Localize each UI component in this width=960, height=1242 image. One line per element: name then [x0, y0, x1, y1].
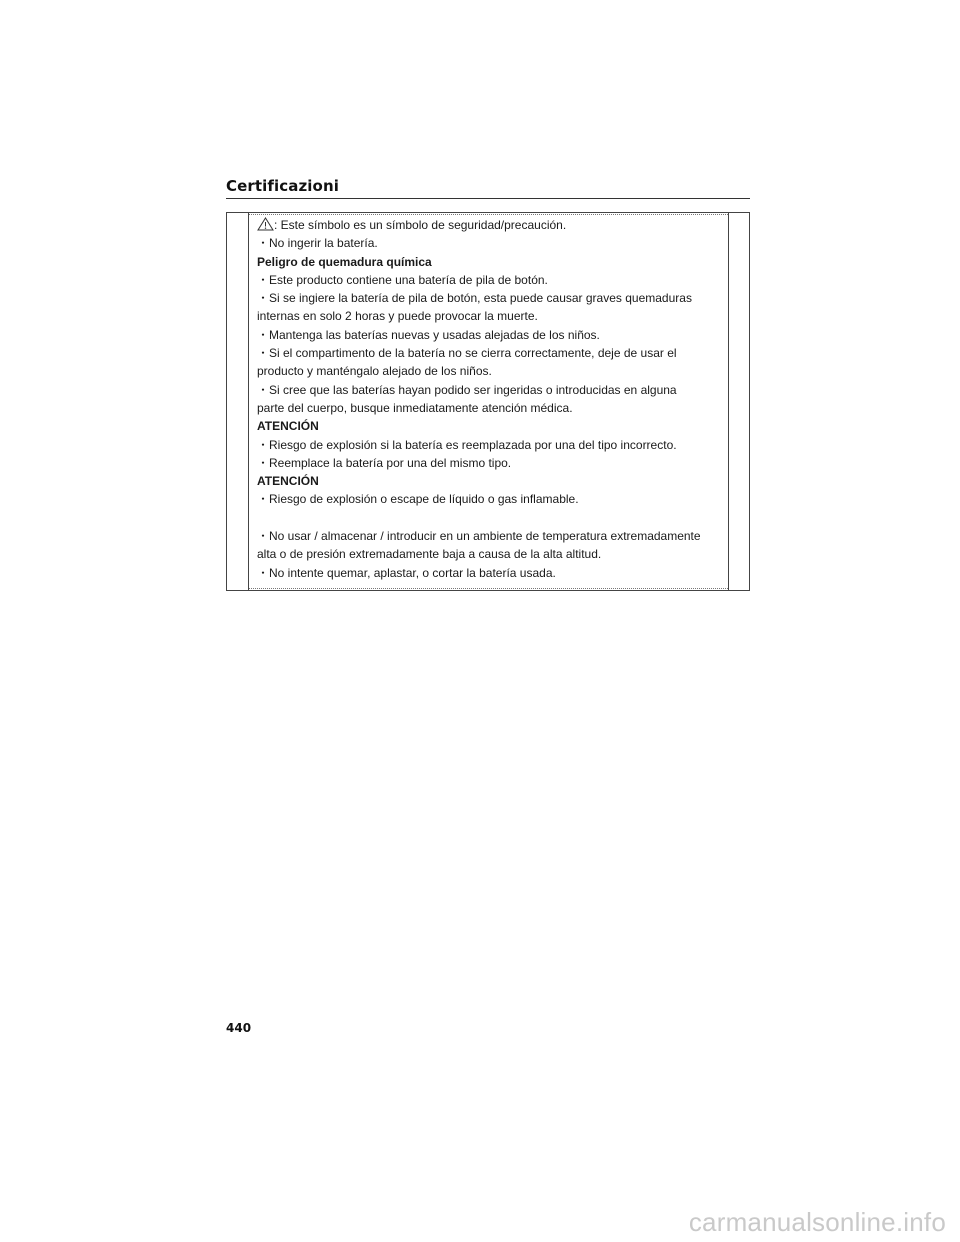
text-line: internas en solo 2 horas y puede provocar la muerte. — [257, 309, 538, 324]
text-line: ・Si el compartimento de la batería no se cierra correctamente, deje de usar el — [257, 346, 677, 361]
text-line: ・No usar / almacenar / introducir en un ambiente de temperatura extremadamente — [257, 529, 701, 544]
frame-right-divider — [728, 212, 729, 591]
text-line: ・Si cree que las baterías hayan podido ser ingeridas o introducidas en alguna — [257, 382, 677, 397]
watermark: carmanualsonline.info — [688, 1207, 946, 1237]
text-line: ・Este producto contiene una batería de pila de botón. — [257, 272, 548, 287]
symbol-explanation-text: : Este símbolo es un símbolo de seguridad/precaución. — [274, 218, 567, 232]
battery-safety-text — [257, 216, 723, 582]
text-line: ・Mantenga las baterías nuevas y usadas alejadas de los niños. — [257, 327, 600, 342]
text-line: alta o de presión extremadamente baja a causa de la alta altitud. — [257, 547, 602, 562]
text-line: ・Riesgo de explosión o escape de líquido o gas inflamable. — [257, 492, 579, 507]
text-line: ・No intente quemar, aplastar, o cortar la batería usada. — [257, 565, 556, 580]
text-line: parte del cuerpo, busque inmediatamente atención médica. — [257, 400, 573, 415]
text-line: ・Si se ingiere la batería de pila de botón, esta puede causar graves quemaduras — [257, 291, 692, 306]
subheading-chemical-burn: Peligro de quemadura química — [257, 254, 432, 269]
text-line: producto y manténgalo alejado de los niños. — [257, 364, 492, 379]
frame-left-divider — [248, 212, 249, 591]
warning-triangle-icon — [257, 217, 274, 231]
title-rule — [226, 198, 750, 199]
page-number: 440 — [226, 1021, 252, 1035]
section-title: Certificazioni — [226, 177, 339, 195]
symbol-explanation-line — [257, 216, 723, 234]
text-line: ・No ingerir la batería. — [257, 236, 378, 251]
blank-line — [257, 509, 723, 527]
text-line: ・Reemplace la batería por una del mismo tipo. — [257, 455, 512, 470]
text-line: ・Riesgo de explosión si la batería es reemplazada por una del tipo incorrecto. — [257, 437, 677, 452]
dotted-top-rule — [249, 214, 728, 215]
subheading-attention: ATENCIÓN — [257, 474, 319, 489]
subheading-attention: ATENCIÓN — [257, 419, 319, 434]
dotted-bottom-rule — [249, 588, 728, 589]
